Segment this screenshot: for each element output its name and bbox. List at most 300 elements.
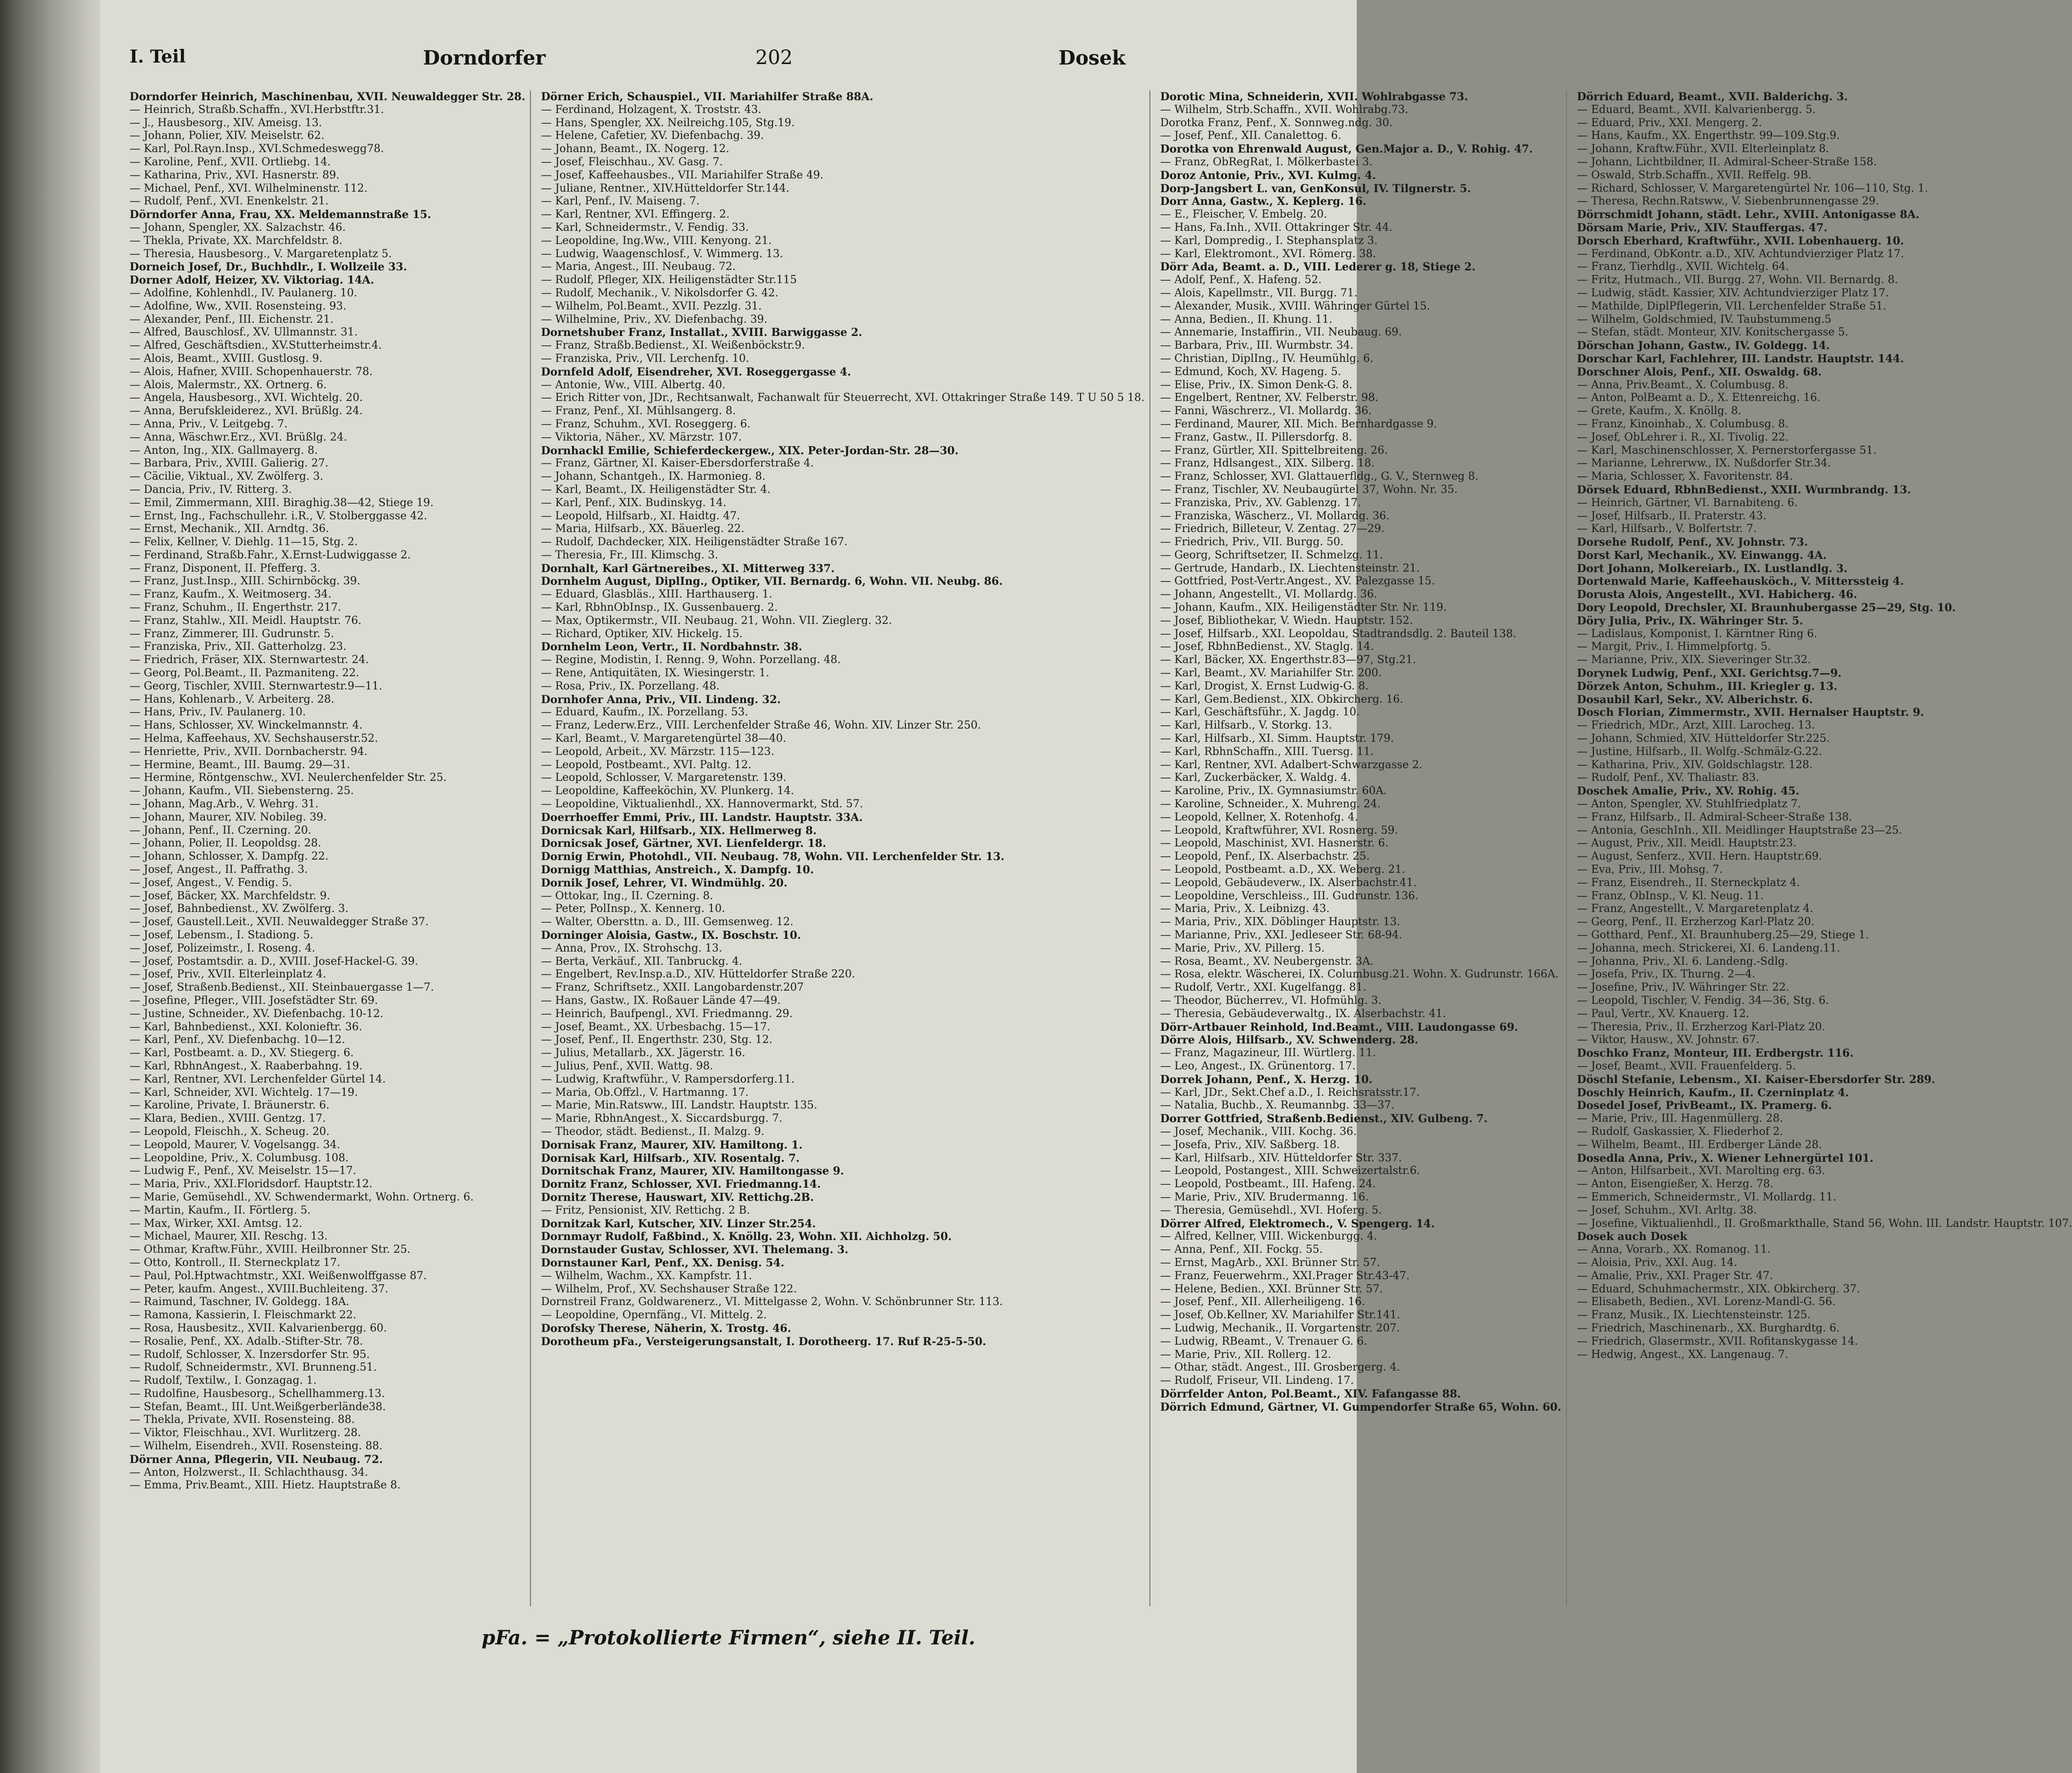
directory-entry: — Anna, Priv., V. Leitgebg. 7. <box>130 418 288 430</box>
directory-entry: — Margit, Priv., I. Himmelpfortg. 5. <box>1577 641 1771 653</box>
directory-entry: — Wilhelm, Prof., XV. Sechshauser Straße 122. <box>541 1283 797 1295</box>
directory-entry: — Alfred, Kellner, VIII. Wickenburgg. 4. <box>1160 1230 1377 1243</box>
directory-entry: — Ludwig F., Penf., XV. Meiselstr. 15—17. <box>130 1165 356 1177</box>
directory-entry: — Karl, Penf., XV. Diefenbachg. 10—12. <box>130 1034 345 1046</box>
directory-entry: Dornhalt, Karl Gärtnereibes., XI. Mitterweg 337. <box>541 562 835 575</box>
directory-entry: — Karl, Beamt., IX. Heiligenstädter Str. 4. <box>541 483 771 496</box>
directory-entry: Dornstreil Franz, Goldwarenerz., VI. Mittelgasse 2, Wohn. V. Schönbrunner Str. 113. <box>541 1296 1003 1308</box>
directory-entry: Dornhofer Anna, Priv., VII. Lindeng. 32. <box>541 693 781 706</box>
directory-entry: Dorusta Alois, Angestellt., XVI. Habicherg. 46. <box>1577 588 1857 601</box>
directory-entry: Dorneich Josef, Dr., Buchhdlr., I. Wollzeile 33. <box>130 261 407 274</box>
directory-entry: — Natalia, Buchb., X. Reumannbg. 33—37. <box>1160 1099 1395 1112</box>
directory-entry: — Leopoldine, Priv., X. Columbusg. 108. <box>130 1152 349 1164</box>
directory-entry: — Franz, Musik., IX. Liechtensteinstr. 125. <box>1577 1309 1811 1322</box>
directory-entry: — Ludwig, Kraftwführ., V. Rampersdorferg.11. <box>541 1073 795 1086</box>
directory-entry: — Franz, Lederw.Erz., VIII. Lerchenfelder Straße 46, Wohn. XIV. Linzer Str. 250. <box>541 719 981 732</box>
directory-entry: — Anton, Hilfsarbeit., XVI. Marolting erg. 63. <box>1577 1165 1826 1177</box>
column-2 <box>541 90 1150 1606</box>
directory-entry: — Marie, RbhnAngest., X. Siccardsburgg. 7. <box>541 1112 783 1125</box>
directory-entry: — Marianne, Priv., XIX. Sieveringer Str.32. <box>1577 654 1811 666</box>
directory-entry: Dörrschmidt Johann, städt. Lehr., XVIII. Antonigasse 8A. <box>1577 208 1919 222</box>
directory-entry: Dornhackl Emilie, Schieferdeckergew., XIX. Peter-Jordan-Str. 28—30. <box>541 444 959 457</box>
directory-entry: — Helma, Kaffeehaus, XV. Sechshauserstr.52. <box>130 732 378 745</box>
directory-entry: — Leopold, Arbeit., XV. Märzstr. 115—123. <box>541 745 774 758</box>
directory-entry: — Josef, Lebensm., I. Stadiong. 5. <box>130 929 314 941</box>
directory-entry: — Josefa, Priv., XIV. Saßberg. 18. <box>1160 1138 1340 1151</box>
directory-entry: — E., Fleischer, V. Embelg. 20. <box>1160 208 1327 221</box>
directory-entry: — Erich Ritter von, JDr., Rechtsanwalt, Fachanwalt für Steuerrecht, XVI. Ottakringer Straße 149. T U 50 5 18. <box>541 392 1145 404</box>
directory-entry: — Franz, Schlosser, XVI. Glattauerfldg., G. V., Sternweg 8. <box>1160 470 1478 483</box>
directory-entry: — Franz, Kaufm., X. Weitmoserg. 34. <box>130 588 331 601</box>
directory-entry: — Karl, RbhnObInsp., IX. Gussenbauerg. 2. <box>541 601 778 614</box>
directory-entry: — Franz, Hdlsangest., XIX. Silberg. 18. <box>1160 457 1375 470</box>
directory-entry: — Johann, Beamt., IX. Nogerg. 12. <box>541 143 729 155</box>
directory-entry: — Rudolf, Gaskassier, X. Fliederhof 2. <box>1577 1125 1784 1138</box>
directory-entry: — Julius, Penf., XVII. Wattg. 98. <box>541 1060 713 1072</box>
directory-entry: — Rudolf, Vertr., XXI. Kugelfangg. 81. <box>1160 981 1367 994</box>
directory-entry: Dornisak Karl, Hilfsarb., XIV. Rosentalg. 7. <box>541 1152 800 1165</box>
directory-entry: Doerrhoeffer Emmi, Priv., III. Landstr. Hauptstr. 33A. <box>541 811 863 824</box>
directory-entry: — Wilhelm, Goldschmied, IV. Taubstummeng.5 <box>1577 313 1831 326</box>
directory-entry: — Georg, Pol.Beamt., II. Pazmaniteng. 22. <box>130 667 359 680</box>
directory-entry: Doroz Antonie, Priv., XVI. Kulmg. 4. <box>1160 169 1376 182</box>
directory-entry: — Franz, Schuhm., II. Engerthstr. 217. <box>130 601 341 614</box>
directory-entry: — Johann, Schantgeh., IX. Harmonieg. 8. <box>541 470 766 483</box>
directory-entry: — Johann, Maurer, XIV. Nobileg. 39. <box>130 811 327 823</box>
directory-entry: — Karoline, Penf., XVII. Ortliebg. 14. <box>130 155 331 168</box>
directory-entry: — Viktor, Fleischhau., XVI. Wurlitzerg. 28. <box>130 1427 361 1440</box>
directory-entry: Dosch Florian, Zimmermstr., XVII. Hernalser Hauptstr. 9. <box>1577 706 1924 719</box>
header-left-catchword: Dorndorfer <box>423 46 546 69</box>
directory-entry: Dörre Alois, Hilfsarb., XV. Schwenderg. 28. <box>1160 1034 1419 1047</box>
directory-entry: Dörner Erich, Schauspiel., VII. Mariahilfer Straße 88A. <box>541 90 874 103</box>
directory-entry: — Karoline, Priv., IX. Gymnasiumstr. 60A. <box>1160 785 1387 798</box>
page-footer-note: pFa. = „Protokollierte Firmen“, siehe II. Teil. <box>482 1626 975 1649</box>
directory-entry: — Christian, DiplIng., IV. Heumühlg. 6. <box>1160 352 1374 365</box>
directory-entry: — Ludwig, RBeamt., V. Trenauer G. 6. <box>1160 1335 1367 1348</box>
directory-entry: Dörner Anna, Pflegerin, VII. Neubaug. 72. <box>130 1453 383 1466</box>
directory-entry: Dornfeld Adolf, Eisendreher, XVI. Roseggergasse 4. <box>541 365 851 378</box>
directory-entry: — Edmund, Koch, XV. Hageng. 5. <box>1160 365 1342 378</box>
directory-entry: Dorr Anna, Gastw., X. Keplerg. 16. <box>1160 195 1367 208</box>
directory-entry: — Josef, Bibliothekar, V. Wiedn. Hauptstr. 152. <box>1160 614 1413 627</box>
directory-entry: — Anna, Vorarb., XX. Romanog. 11. <box>1577 1243 1771 1256</box>
directory-entry: — Katharina, Priv., XVI. Hasnerstr. 89. <box>130 169 340 181</box>
directory-entry: — Karl, Penf., XIX. Budinskyg. 14. <box>541 496 727 509</box>
directory-entry: — Josef, Fleischhau., XV. Gasg. 7. <box>541 155 723 168</box>
directory-entry: — Ramona, Kassierin, I. Fleischmarkt 22. <box>130 1309 356 1322</box>
directory-entry: — Juliane, Rentner., XIV.Hütteldorfer Str.144. <box>541 182 790 195</box>
directory-entry: Dorschar Karl, Fachlehrer, III. Landstr. Hauptstr. 144. <box>1577 352 1904 365</box>
directory-entry: — Franziska, Priv., XV. Gablenzg. 17. <box>1160 496 1361 509</box>
directory-entry: — Karoline, Schneider., X. Muhreng. 24. <box>1160 798 1381 811</box>
directory-entry: — Georg, Tischler, XVIII. Sternwartestr.9—11. <box>130 680 382 692</box>
directory-entry: — Karl, Postbeamt. a. D., XV. Stiegerg. 6. <box>130 1047 354 1060</box>
directory-entry: Dornmayr Rudolf, Faßbind., X. Knöllg. 23, Wohn. XII. Aichholzg. 50. <box>541 1230 952 1243</box>
directory-entry: Dörrich Eduard, Beamt., XVII. Balderichg. 3. <box>1577 90 1848 103</box>
directory-entry: — Eduard, Schuhmachermstr., XIX. Obkircherg. 37. <box>1577 1283 1860 1295</box>
directory-entry: Doschek Amalie, Priv., XV. Rohig. 45. <box>1577 785 1800 798</box>
directory-entry: — Leopold, Hilfsarb., XI. Haidtg. 47. <box>541 510 740 522</box>
directory-entry: Dorner Adolf, Heizer, XV. Viktoriag. 14A. <box>130 274 375 287</box>
directory-entry: — Paul, Pol.Hptwachtmstr., XXI. Weißenwolffgasse 87. <box>130 1269 427 1282</box>
directory-entry: — Leopold, Maschinist, XVI. Hasnerstr. 6. <box>1160 837 1389 850</box>
directory-entry: — Wilhelm, Pol.Beamt., XVII. Pezzlg. 31. <box>541 300 762 312</box>
directory-entry: Dornigg Matthias, Anstreich., X. Dampfg. 10. <box>541 864 814 877</box>
directory-entry: — Regine, Modistin, I. Renng. 9, Wohn. Porzellang. 48. <box>541 654 841 666</box>
directory-entry: — Mathilde, DiplPflegerin, VII. Lerchenfelder Straße 51. <box>1577 300 1887 312</box>
directory-entry: — Rosalie, Penf., XX. Adalb.-Stifter-Str. 78. <box>130 1335 363 1348</box>
directory-entry: Döry Julia, Priv., IX. Währinger Str. 5. <box>1577 614 1804 627</box>
directory-entry: — Klara, Bedien., XVIII. Gentzg. 17. <box>130 1112 326 1125</box>
directory-entry: — Anton, Ing., XIX. Gallmayerg. 8. <box>130 444 318 457</box>
directory-entry: — Emmerich, Schneidermstr., VI. Mollardg. 11. <box>1577 1191 1836 1203</box>
directory-entry: — Alexander, Musik., XVIII. Währinger Gürtel 15. <box>1160 300 1431 312</box>
directory-entry: — Ludwig, Waagenschlosf., V. Wimmerg. 13. <box>541 247 783 260</box>
directory-entry: — Marie, Priv., XIV. Brudermanng. 16. <box>1160 1191 1369 1203</box>
directory-entry: — August, Priv., XII. Meidl. Hauptstr.23. <box>1577 837 1797 850</box>
directory-entry: — Leopold, Postbeamt. a.D., XX. Weberg. 21. <box>1160 864 1406 876</box>
directory-entry: — Josef, Straßenb.Bedienst., XII. Steinbauergasse 1—7. <box>130 981 434 994</box>
directory-entry: Dornstauder Gustav, Schlosser, XVI. Thelemang. 3. <box>541 1243 849 1257</box>
directory-entry: — Franz, ObInsp., V. Kl. Neug. 11. <box>1577 889 1764 902</box>
directory-entry: — Paul, Vertr., XV. Knauerg. 12. <box>1577 1007 1749 1020</box>
directory-entry: Doschly Heinrich, Kaufm., II. Czerninplatz 4. <box>1577 1086 1849 1099</box>
directory-entry: — Franz, Angestellt., V. Margaretenplatz 4. <box>1577 903 1813 915</box>
directory-entry: — Karl, Zuckerbäcker, X. Waldg. 4. <box>1160 772 1351 784</box>
directory-entry: Dorotka von Ehrenwald August, Gen.Major a. D., V. Rohig. 47. <box>1160 143 1533 156</box>
directory-entry: — Josef, RbhnBedienst., XV. Staglg. 14. <box>1160 641 1374 653</box>
directory-entry: — Josef, Beamt., XX. Urbesbachg. 15—17. <box>541 1020 771 1033</box>
directory-entry: — Theresa, Rechn.Ratsww., V. Siebenbrunnengasse 29. <box>1577 195 1879 208</box>
directory-entry: — Ernst, Ing., Fachschullehr. i.R., V. Stolberggasse 42. <box>130 510 427 522</box>
directory-entry: — Wilhelmine, Priv., XV. Diefenbachg. 39. <box>541 313 768 326</box>
directory-entry: Dorotheum pFa., Versteigerungsanstalt, I. Dorotheerg. 17. Ruf R-25-5-50. <box>541 1335 987 1348</box>
directory-entry: — Franziska, Wäscherz., VI. Mollardg. 36. <box>1160 510 1390 522</box>
directory-entry: — Maria, Schlosser, X. Favoritenstr. 84. <box>1577 470 1793 483</box>
directory-entry: — Maria, Hilfsarb., XX. Bäuerleg. 22. <box>541 523 745 535</box>
directory-entry: — Hedwig, Angest., XX. Langenaug. 7. <box>1577 1348 1788 1361</box>
directory-entry: — Maria, Priv., XXI.Floridsdorf. Hauptstr.12. <box>130 1178 373 1191</box>
directory-entry: — Franz, Zimmerer, III. Gudrunstr. 5. <box>130 627 334 640</box>
directory-entry: — Josef, ObLehrer i. R., XI. Tivolig. 22. <box>1577 431 1789 443</box>
directory-entry: — Rudolf, Schneidermstr., XVI. Brunneng.51. <box>130 1361 377 1374</box>
directory-entry: — Josefine, Viktualienhdl., II. Großmarkthalle, Stand 56, Wohn. III. Landstr. Hauptstr. 107. <box>1577 1217 2072 1230</box>
directory-entry: — Friedrich, Glasermstr., XVII. Rofitanskygasse 14. <box>1577 1335 1858 1348</box>
directory-entry: Dosek auch Dosek <box>1577 1230 1688 1243</box>
directory-entry: — Franziska, Priv., XII. Gatterholzg. 23. <box>130 641 347 653</box>
directory-entry: — Rudolf, Dachdecker, XIX. Heiligenstädter Straße 167. <box>541 536 848 549</box>
directory-entry: — Hans, Kohlenarb., V. Arbeiterg. 28. <box>130 693 334 706</box>
directory-entry: — Josefine, Priv., IV. Währinger Str. 22. <box>1577 981 1789 994</box>
directory-entry: Dörsam Marie, Priv., XIV. Stauffergas. 47. <box>1577 221 1828 234</box>
directory-entry: — Leopoldine, Kaffeeköchin, XV. Plunkerg. 14. <box>541 785 794 798</box>
directory-entry: — Franziska, Priv., VII. Lerchenfg. 10. <box>541 352 749 365</box>
directory-entry: — Fritz, Pensionist, XIV. Rettichg. 2 B. <box>541 1204 750 1217</box>
directory-entry: — Rudolf, Penf., XV. Thaliastr. 83. <box>1577 772 1760 784</box>
directory-entry: — Karl, Hilfsarb., XIV. Hütteldorfer Str. 337. <box>1160 1152 1402 1164</box>
directory-entry: — Michael, Penf., XVI. Wilhelminenstr. 112. <box>130 182 368 195</box>
directory-entry: — Rudolf, Pfleger, XIX. Heiligenstädter Str.115 <box>541 274 797 287</box>
directory-entry: — Theresia, Priv., II. Erzherzog Karl-Platz 20. <box>1577 1020 1826 1033</box>
directory-entry: — Rene, Antiquitäten, IX. Wiesingerstr. 1. <box>541 667 770 680</box>
directory-entry: — Wilhelm, Wachm., XX. Kampfstr. 11. <box>541 1269 752 1282</box>
directory-entry: — Anna, Penf., XII. Fockg. 55. <box>1160 1243 1323 1256</box>
directory-entry: — Ernst, MagArb., XXI. Brünner Str. 57. <box>1160 1256 1380 1269</box>
directory-entry: — Franz, Penf., XI. Mühlsangerg. 8. <box>541 405 736 418</box>
directory-entry: — Johann, Kraftw.Führ., XVII. Elterleinplatz 8. <box>1577 143 1830 155</box>
directory-entry: — Rudolf, Penf., XVI. Enenkelstr. 21. <box>130 195 329 208</box>
page-number: 202 <box>755 46 793 69</box>
directory-entry: — Franz, Tierhdlg., XVII. Wichtelg. 64. <box>1577 261 1789 273</box>
directory-entry: — Johann, Angestellt., VI. Mollardg. 36. <box>1160 588 1378 601</box>
directory-entry: Dörrich Edmund, Gärtner, VI. Gumpendorfer Straße 65, Wohn. 60. <box>1160 1400 1562 1414</box>
directory-entry: — Elise, Priv., IX. Simon Denk-G. 8. <box>1160 378 1353 391</box>
directory-entry: — Karl, JDr., Sekt.Chef a.D., I. Reichsratsstr.17. <box>1160 1086 1420 1099</box>
directory-entry: — Henriette, Priv., XVII. Dornbacherstr. 94. <box>130 745 368 758</box>
directory-entry: — Leopold, Schlosser, V. Margaretenstr. 139. <box>541 772 787 784</box>
directory-entry: — Johann, Polier, II. Leopoldsg. 28. <box>130 837 322 850</box>
directory-entry: — Annemarie, Instaffirin., VII. Neubaug. 69. <box>1160 326 1402 339</box>
directory-entry: — Thekla, Private, XVII. Rosensteing. 88. <box>130 1414 355 1426</box>
directory-entry: — Michael, Maurer, XII. Reschg. 13. <box>130 1230 328 1243</box>
directory-entry: — Karl, Rentner, XVI. Effingerg. 2. <box>541 208 730 221</box>
directory-entry: — Karl, Schneidermstr., V. Fendig. 33. <box>541 221 749 234</box>
directory-entry: — Karl, RbhnSchaffn., XIII. Tuersg. 11. <box>1160 745 1374 758</box>
directory-entry: — Aloisia, Priv., XXI. Aug. 14. <box>1577 1256 1738 1269</box>
directory-entry: — Alois, Beamt., XVIII. Gustlosg. 9. <box>130 352 323 365</box>
directory-entry: — Johann, Schlosser, X. Dampfg. 22. <box>130 850 329 863</box>
directory-entry: — Anna, Prov., IX. Strohschg. 13. <box>541 942 723 954</box>
directory-entry: Dornetshuber Franz, Installat., XVIII. Barwiggasse 2. <box>541 326 862 339</box>
directory-entry: — Karl, Rentner, XVI. Lerchenfelder Gürtel 14. <box>130 1073 386 1086</box>
directory-entry: — Franz, ObRegRat, I. Mölkerbastei 3. <box>1160 155 1373 168</box>
directory-entry: — Johann, Kaufm., VII. Siebensterng. 25. <box>130 785 354 798</box>
directory-entry: Dörrer Alfred, Elektromech., V. Spengerg. 14. <box>1160 1217 1435 1230</box>
directory-entry: — Rudolf, Mechanik., V. Nikolsdorfer G. 42. <box>541 287 779 299</box>
directory-entry: — Karl, Hilfsarb., V. Bolfertstr. 7. <box>1577 523 1757 535</box>
directory-entry: Dorndorfer Heinrich, Maschinenbau, XVII. Neuwaldegger Str. 28. <box>130 90 526 103</box>
directory-entry: — Rosa, elektr. Wäscherei, IX. Columbusg.21. Wohn. X. Gudrunstr. 166A. <box>1160 968 1559 981</box>
directory-entry: — Karl, Hilfsarb., XI. Simm. Hauptstr. 179. <box>1160 732 1394 745</box>
directory-entry: — Theresia, Hausbesorg., V. Margaretenplatz 5. <box>130 247 392 260</box>
directory-entry: Dorst Karl, Mechanik., XV. Einwangg. 4A. <box>1577 549 1827 562</box>
directory-entry: — Josef, Ob.Kellner, XV. Mariahilfer Str.141. <box>1160 1309 1400 1322</box>
header-right-catchword: Dosek <box>1058 46 1126 69</box>
directory-entry: — Theodor, städt. Bedienst., II. Malzg. 9. <box>541 1125 765 1138</box>
directory-entry: — Katharina, Priv., XIV. Goldschlagstr. 128. <box>1577 758 1813 771</box>
directory-entry: — Berta, Verkäuf., XII. Tanbruckg. 4. <box>541 955 743 968</box>
directory-entry: Dörsek Eduard, RbhnBedienst., XXII. Wurmbrandg. 13. <box>1577 483 1911 496</box>
directory-entry: — Georg, Schriftsetzer, II. Schmelzg. 11. <box>1160 549 1383 561</box>
directory-entry: Dörndorfer Anna, Frau, XX. Meldemannstraße 15. <box>130 208 431 222</box>
directory-entry: — Marianne, Lehrerww., IX. Nußdorfer Str.34. <box>1577 457 1831 470</box>
directory-entry: — Helene, Bedien., XXI. Brünner Str. 57. <box>1160 1283 1383 1295</box>
directory-entry: Dörzek Anton, Schuhm., III. Kriegler g. 13. <box>1577 680 1838 693</box>
directory-entry: — Johann, Penf., II. Czerning. 20. <box>130 824 311 837</box>
directory-entry: — Anton, Eisengießer, X. Herzg. 78. <box>1577 1178 1774 1191</box>
directory-entry: — Marie, Priv., XII. Rollerg. 12. <box>1160 1348 1331 1361</box>
directory-entry: — Martin, Kaufm., II. Förtlerg. 5. <box>130 1204 311 1217</box>
directory-entry: — Karl, Bahnbedienst., XXI. Kolonieftr. 36. <box>130 1020 362 1033</box>
directory-entry: — Hans, Spengler, XX. Neilreichg.105, Stg.19. <box>541 116 795 129</box>
page-header <box>130 46 1332 86</box>
directory-entry: Dorrer Gottfried, Straßenb.Bedienst., XIV. Gulbeng. 7. <box>1160 1112 1488 1126</box>
directory-entry: — Rosa, Beamt., XV. Neubergenstr. 3A. <box>1160 955 1374 968</box>
directory-entry: Dosedla Anna, Priv., X. Wiener Lehnergürtel 101. <box>1577 1152 1874 1165</box>
column-4 <box>1577 90 2072 1606</box>
directory-entry: — Franz, Tischler, XV. Neubaugürtel 37, Wohn. Nr. 35. <box>1160 483 1458 496</box>
directory-entry: — Justine, Schneider., XV. Diefenbachg. 10-12. <box>130 1007 384 1020</box>
directory-entry: — Elisabeth, Bedien., XVI. Lorenz-Mandl-G. 56. <box>1577 1296 1836 1308</box>
directory-entry: — Josef, Postamtsdir. a. D., XVIII. Josef-Hackel-G. 39. <box>130 955 419 968</box>
directory-entry: — Karl, Drogist, X. Ernst Ludwig-G. 8. <box>1160 680 1369 692</box>
directory-entry: — Karl, Hilfsarb., V. Storkg. 13. <box>1160 719 1332 732</box>
directory-entry: — Josef, Angest., V. Fendig. 5. <box>130 876 292 889</box>
directory-entry: Dornik Josef, Lehrer, VI. Windmühlg. 20. <box>541 876 788 889</box>
directory-entry: — Fritz, Hutmach., VII. Burgg. 27, Wohn. VII. Bernardg. 8. <box>1577 274 1898 287</box>
directory-entry: — Ludwig, städt. Kassier, XIV. Achtundvierziger Platz 17. <box>1577 287 1889 299</box>
directory-entry: — Josef, Penf., XII. Canalettog. 6. <box>1160 130 1342 142</box>
directory-entry: — Josefine, Pfleger., VIII. Josefstädter Str. 69. <box>130 994 378 1007</box>
directory-entry: — Engelbert, Rev.Insp.a.D., XIV. Hütteldorfer Straße 220. <box>541 968 856 981</box>
directory-entry: — Max, Optikermstr., VII. Neubaug. 21, Wohn. VII. Zieglerg. 32. <box>541 614 892 627</box>
directory-entry: — Maria, Angest., III. Neubaug. 72. <box>541 261 736 273</box>
directory-entry: — Othar, städt. Angest., III. Grosbergerg. 4. <box>1160 1361 1400 1374</box>
directory-entry: — Karl, Beamt., V. Margaretengürtel 38—40. <box>541 732 787 745</box>
directory-entry: — Leopold, Penf., IX. Alserbachstr. 25. <box>1160 850 1370 863</box>
directory-entry: — Maria, Ob.Offzl., V. Hartmanng. 17. <box>541 1086 749 1099</box>
directory-entry: — Josef, Penf., II. Engerthstr. 230, Stg. 12. <box>541 1034 772 1046</box>
directory-entry: Dornicsak Karl, Hilfsarb., XIX. Hellmerweg 8. <box>541 824 817 837</box>
directory-entry: — Felix, Kellner, V. Diehlg. 11—15, Stg. 2. <box>130 536 358 549</box>
directory-entry: Dörschan Johann, Gastw., IV. Goldegg. 14. <box>1577 339 1830 353</box>
directory-entry: — Leopoldine, Verschleiss., III. Gudrunstr. 136. <box>1160 889 1419 902</box>
directory-entry: — Antonie, Ww., VIII. Albertg. 40. <box>541 378 726 391</box>
directory-entry: — Franz, Stahlw., XII. Meidl. Hauptstr. 76. <box>130 614 362 627</box>
directory-entry: — J., Hausbesorg., XIV. Ameisg. 13. <box>130 116 322 129</box>
directory-entry: — Leopold, Postbeamt., XVI. Paltg. 12. <box>541 758 752 771</box>
directory-entry: — Wilhelm, Beamt., III. Erdberger Lände 28. <box>1577 1138 1822 1151</box>
directory-entry: — Oswald, Strb.Schaffn., XVII. Reffelg. 9B. <box>1577 169 1812 181</box>
directory-entry: Dory Leopold, Drechsler, XI. Braunhubergasse 25—29, Stg. 10. <box>1577 601 1956 615</box>
directory-entry: — Johanna, Priv., XI. 6. Landeng.-Sdlg. <box>1577 955 1788 968</box>
directory-entry: — Karl, Pol.Rayn.Insp., XVI.Schmedeswegg78. <box>130 143 384 155</box>
directory-entry: — Eva, Priv., III. Mohsg. 7. <box>1577 864 1723 876</box>
directory-entry: — Alfred, Geschäftsdien., XV.Stutterheimstr.4. <box>130 339 382 352</box>
directory-entry: — Marie, Priv., III. Hagenmüllerg. 28. <box>1577 1112 1784 1125</box>
directory-entry: — Othmar, Kraftw.Führ., XVIII. Heilbronner Str. 25. <box>130 1243 411 1256</box>
directory-entry: — Hermine, Röntgenschw., XVI. Neulerchenfelder Str. 25. <box>130 772 447 784</box>
directory-entry: — Franz, Kinoinhab., X. Columbusg. 8. <box>1577 418 1788 430</box>
directory-entry: — Josef, Beamt., XVII. Frauenfelderg. 5. <box>1577 1060 1796 1072</box>
directory-entry: — Raimund, Taschner, IV. Goldegg. 18A. <box>130 1296 350 1308</box>
directory-entry: — Josefa, Priv., IX. Thurng. 2—4. <box>1577 968 1756 981</box>
directory-entry: — Grete, Kaufm., X. Knöllg. 8. <box>1577 405 1741 418</box>
directory-entry: — Ludwig, Mechanik., II. Vorgartenstr. 207. <box>1160 1322 1400 1334</box>
directory-entry: Dornitschak Franz, Maurer, XIV. Hamiltongasse 9. <box>541 1165 844 1178</box>
directory-entry: — Anna, Berufskleiderez., XVI. Brüßlg. 24. <box>130 405 363 418</box>
directory-entry: Dorofsky Therese, Näherin, X. Trostg. 46. <box>541 1322 792 1335</box>
directory-entry: — Josef, Polizeimstr., I. Roseng. 4. <box>130 942 315 954</box>
directory-entry: — Barbara, Priv., III. Wurmbstr. 34. <box>1160 339 1354 352</box>
directory-entry: — Theresia, Gebäudeverwaltg., IX. Alserbachstr. 41. <box>1160 1007 1446 1020</box>
directory-entry: — Theodor, Bücherrev., VI. Hofmühlg. 3. <box>1160 994 1382 1007</box>
directory-entry: — Wilhelm, Strb.Schaffn., XVII. Wohlrabg.73. <box>1160 103 1409 116</box>
directory-entry: — Friedrich, MDr., Arzt, XIII. Larocheg. 13. <box>1577 719 1815 732</box>
directory-entry: — Johann, Kaufm., XIX. Heiligenstädter Str. Nr. 119. <box>1160 601 1447 614</box>
directory-entry: — Alois, Malermstr., XX. Ortnerg. 6. <box>130 378 327 391</box>
directory-entry: — Hans, Schlosser, XV. Winckelmannstr. 4. <box>130 719 363 732</box>
directory-entry: — Marie, Priv., XV. Pillerg. 15. <box>1160 942 1325 954</box>
directory-entry: — Josef, Kaffeehausbes., VII. Mariahilfer Straße 49. <box>541 169 824 181</box>
directory-entry: — Justine, Hilfsarb., II. Wolfg.-Schmälz-G.22. <box>1577 745 1822 758</box>
directory-entry: — Josef, Gaustell.Leit., XVII. Neuwaldegger Straße 37. <box>130 916 429 929</box>
directory-entry: — Marie, Min.Ratsww., III. Landstr. Hauptstr. 135. <box>541 1099 817 1112</box>
directory-entry: — Adolfine, Kohlenhdl., IV. Paulanerg. 10. <box>130 287 357 299</box>
directory-entry: — Rosa, Priv., IX. Porzellang. 48. <box>541 680 720 692</box>
directory-entry: — Barbara, Priv., XVIII. Galierig. 27. <box>130 457 329 470</box>
directory-entry: — Rudolf, Schlosser, X. Inzersdorfer Str. 95. <box>130 1348 370 1361</box>
directory-entry: — Friedrich, Priv., VII. Burgg. 50. <box>1160 536 1344 549</box>
directory-entry: — Otto, Kontroll., II. Sterneckplatz 17. <box>130 1256 341 1269</box>
directory-entry: — Karoline, Private, I. Bräunerstr. 6. <box>130 1099 330 1112</box>
directory-entry: — Eduard, Priv., XXI. Mengerg. 2. <box>1577 116 1762 129</box>
directory-entry: — Amalie, Priv., XXI. Prager Str. 47. <box>1577 1269 1773 1282</box>
directory-entry: — Josef, Bäcker, XX. Marchfeldstr. 9. <box>130 889 331 902</box>
directory-entry: — Karl, Geschäftsführ., X. Jagdg. 10. <box>1160 706 1360 719</box>
directory-entry: — Theresia, Fr., III. Klimschg. 3. <box>541 549 718 561</box>
directory-entry: Dorninger Aloisia, Gastw., IX. Boschstr. 10. <box>541 929 801 942</box>
directory-entry: — Franz, Gastw., II. Pillersdorfg. 8. <box>1160 431 1352 443</box>
directory-entry: — Karl, Elektromont., XVI. Römerg. 38. <box>1160 247 1376 260</box>
directory-entry: — Viktoria, Näher., XV. Märzstr. 107. <box>541 431 742 443</box>
directory-entry: — Marianne, Priv., XXI. Jedleseer Str. 68-94. <box>1160 929 1402 941</box>
directory-entry: Dortenwald Marie, Kaffeehausköch., V. Mitterssteig 4. <box>1577 575 1904 588</box>
directory-entry: — Gottfried, Post-Vertr.Angest., XV. Palezgasse 15. <box>1160 575 1435 588</box>
directory-entry: Dorp-Jangsbert L. van, GenKonsul, IV. Tilgnerstr. 5. <box>1160 182 1471 195</box>
directory-entry: Dornig Erwin, Photohdl., VII. Neubaug. 78, Wohn. VII. Lerchenfelder Str. 13. <box>541 850 1005 864</box>
directory-entry: — Richard, Optiker, XIV. Hickelg. 15. <box>541 627 743 640</box>
directory-entry: — Josef, Hilfsarb., II. Praterstr. 43. <box>1577 510 1766 522</box>
directory-entry: — Karl, Maschinenschlosser, X. Pernerstorfergasse 51. <box>1577 444 1877 457</box>
directory-entry: — Karl, Dompredig., I. Stephansplatz 3. <box>1160 234 1378 247</box>
directory-entry: — Antonia, GeschInh., XII. Meidlinger Hauptstraße 23—25. <box>1577 824 1902 837</box>
directory-entry: Dorotka Franz, Penf., X. Sonnweg.ndg. 30. <box>1160 116 1393 129</box>
directory-entry: — Leopold, Postangest., XIII. Schweizertalstr.6. <box>1160 1165 1420 1177</box>
directory-entry: Dorrek Johann, Penf., X. Herzg. 10. <box>1160 1073 1373 1086</box>
directory-entry: — Karl, Rentner, XVI. Adalbert-Schwarzgasse 2. <box>1160 758 1423 771</box>
directory-entry: — Josef, Schuhm., XVI. Arltg. 38. <box>1577 1204 1757 1217</box>
directory-columns <box>130 90 2072 1606</box>
directory-entry: — Leopold, Tischler, V. Fendig. 34—36, Stg. 6. <box>1577 994 1829 1007</box>
directory-entry: Dorynek Ludwig, Penf., XXI. Gerichtsg.7—9. <box>1577 667 1842 680</box>
directory-entry: — Hans, Gastw., IX. Roßauer Lände 47—49. <box>541 994 781 1007</box>
directory-entry: — Theresia, Gemüsehdl., XVI. Hoferg. 5. <box>1160 1204 1382 1217</box>
directory-entry: — Maria, Priv., X. Leibnizg. 43. <box>1160 903 1330 915</box>
directory-entry: — Anton, PolBeamt a. D., X. Ettenreichg. 16. <box>1577 392 1821 404</box>
directory-entry: — Leopold, Kraftwführer, XVI. Rosnerg. 59. <box>1160 824 1398 837</box>
directory-entry: — Josef, Hilfsarb., XXI. Leopoldau, Stadtrandsdlg. 2. Bauteil 138. <box>1160 627 1517 640</box>
directory-entry: Dornicsak Josef, Gärtner, XVI. Lienfeldergr. 18. <box>541 837 826 850</box>
directory-entry: — Anton, Holzwerst., II. Schlachthausg. 34. <box>130 1466 369 1479</box>
directory-entry: — Leopold, Postbeamt., III. Hafeng. 24. <box>1160 1178 1376 1191</box>
directory-entry: — Leopoldine, Viktualienhdl., XX. Hannovermarkt, Std. 57. <box>541 798 863 811</box>
directory-entry: — Johann, Schmied, XIV. Hütteldorfer Str.225. <box>1577 732 1830 745</box>
directory-entry: — Adolfine, Ww., XVII. Rosensteing. 93. <box>130 300 347 312</box>
directory-entry: — Angela, Hausbesorg., XVI. Wichtelg. 20. <box>130 392 363 404</box>
directory-entry: Dosaubil Karl, Sekr., XV. Alberichstr. 6. <box>1577 693 1813 706</box>
